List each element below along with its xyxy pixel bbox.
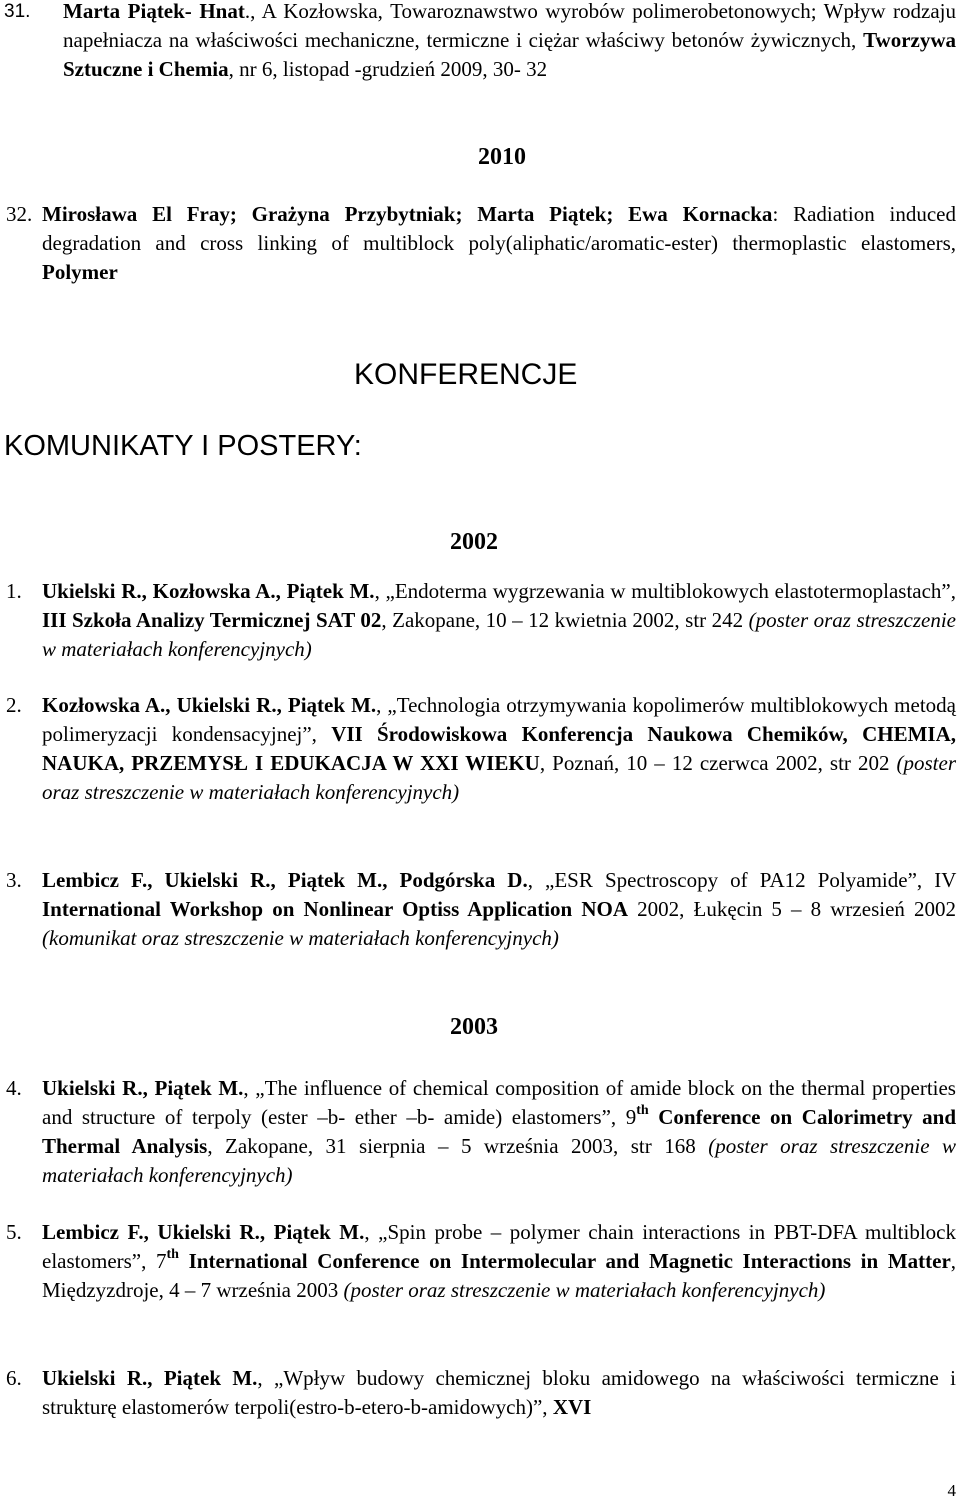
entry-number: 3. [6, 868, 22, 892]
entry-note: (poster oraz streszczenie w materiałach konferencyjnych) [343, 1278, 826, 1302]
entry-note: (poster oraz streszczenie w materiałach konferencyjnych) [42, 1134, 956, 1187]
year-heading-2010: 2010 [478, 144, 526, 170]
entry-number: 31. [4, 1, 31, 22]
entry-authors: Mirosława El Fray; Grażyna Przybytniak; Marta Piątek; Ewa Kornacka [42, 202, 773, 226]
conference-entry-2 [6, 691, 957, 807]
entry-number: 4. [6, 1076, 22, 1100]
entry-details: , nr 6, listopad -grudzień 2009, 30- 32 [228, 57, 548, 81]
conference-entry-4 [6, 1074, 957, 1190]
entry-details: , Zakopane, 31 sierpnia – 5 września 2003, str 168 [207, 1134, 696, 1158]
entry-number: 5. [6, 1220, 22, 1244]
entry-title: , „Technologia otrzymywania kopolimerów multiblokowych metodą polimeryzacji kondensacyjnej”, [42, 693, 956, 746]
entry-title: , „Spin probe – polymer chain interactions in PBT-DFA multiblock elastomers”, 7 [42, 1220, 956, 1273]
entry-authors: Lembicz F., Ukielski R., Piątek M., Podgórska D. [42, 868, 528, 892]
page-number: 4 [947, 1481, 956, 1500]
entry-number: 32. [6, 202, 33, 226]
ordinal-suffix: th [636, 1103, 649, 1118]
conference-entry-6 [6, 1364, 956, 1422]
entry-authors: Ukielski R., Piątek M. [42, 1366, 258, 1390]
entry-authors: Ukielski R., Piątek M. [42, 1076, 244, 1100]
entry-conference: XVI [552, 1395, 592, 1419]
publication-entry-32 [6, 200, 956, 287]
section-heading-komunikaty: KOMUNIKATY I POSTERY: [4, 430, 362, 462]
entry-title: : Radiation induced degradation and cross linking of multiblock poly(aliphatic/aromatic-ester) thermoplastic elastomers, [42, 202, 956, 255]
entry-note: (poster oraz streszczenie w materiałach konferencyjnych) [42, 751, 957, 804]
entry-number: 1. [6, 579, 22, 603]
conference-entry-3 [6, 866, 957, 953]
year-heading-2002: 2002 [450, 529, 498, 555]
entry-conference: International Workshop on Nonlinear Optiss Application NOA [42, 897, 629, 921]
entry-details: 2002, Łukęcin 5 – 8 wrzesień 2002 [637, 897, 957, 921]
entry-details: , Zakopane, 10 – 12 kwietnia 2002, str 242 [381, 608, 744, 632]
entry-conference: Conference on Calorimetry and Thermal Analysis [42, 1105, 957, 1158]
entry-journal: Tworzywa Sztuczne i Chemia [63, 28, 956, 81]
entry-authors: Lembicz F., Ukielski R., Piątek M. [42, 1220, 365, 1244]
ordinal-suffix: th [166, 1247, 179, 1262]
entry-details: , Międzyzdroje, 4 – 7 września 2003 [42, 1249, 957, 1302]
section-heading-konferencje: KONFERENCJE [354, 358, 578, 391]
entry-title: , „Wpływ budowy chemicznej bloku amidowego na właściwości termiczne i strukturę elastomerów terpoli(estro-b-etero-b-amidowych)”, [42, 1366, 956, 1419]
entry-note: (komunikat oraz streszczenie w materiałach konferencyjnych) [42, 926, 559, 950]
conference-entry-5 [6, 1218, 957, 1305]
conference-entry-1 [6, 577, 956, 664]
entry-authors-rest: ., A Kozłowska, [244, 0, 383, 23]
entry-title: Towaroznawstwo wyrobów polimerobetonowych; Wpływ rodzaju napełniacza na właściwości mechaniczne, termiczne i ciężar właściwy betonów żywicznych, [63, 0, 956, 52]
entry-number: 6. [6, 1366, 22, 1390]
entry-conference: VII Środowiskowa Konferencja Naukowa Chemików, CHEMIA, NAUKA, PRZEMYSŁ I EDUKACJA W XXI WIEKU [42, 722, 956, 775]
year-heading-2003: 2003 [450, 1014, 498, 1040]
entry-details: , Poznań, 10 – 12 czerwca 2002, str 202 [539, 751, 890, 775]
entry-journal: Polymer [42, 260, 118, 284]
entry-authors: Marta Piątek- Hnat [63, 0, 245, 23]
entry-authors: Kozłowska A., Ukielski R., Piątek M. [42, 693, 377, 717]
entry-title: , „The influence of chemical composition of amide block on the thermal properties and structure of terpoly (ester –b- ether –b- amide) elastomers”, 9 [42, 1076, 956, 1129]
publication-entry-31 [4, 0, 956, 84]
entry-conference: International Conference on Intermolecular and Magnetic Interactions in Matter [188, 1249, 951, 1273]
entry-note: (poster oraz streszczenie w materiałach konferencyjnych) [42, 608, 956, 661]
entry-number: 2. [6, 693, 22, 717]
entry-conference: III Szkoła Analizy Termicznej SAT 02 [42, 608, 382, 632]
entry-title: , „ESR Spectroscopy of PA12 Polyamide”, IV [527, 868, 956, 892]
entry-title: , „Endoterma wygrzewania w multiblokowych elastotermoplastach”, [374, 579, 956, 603]
entry-authors: Ukielski R., Kozłowska A., Piątek M. [42, 579, 375, 603]
